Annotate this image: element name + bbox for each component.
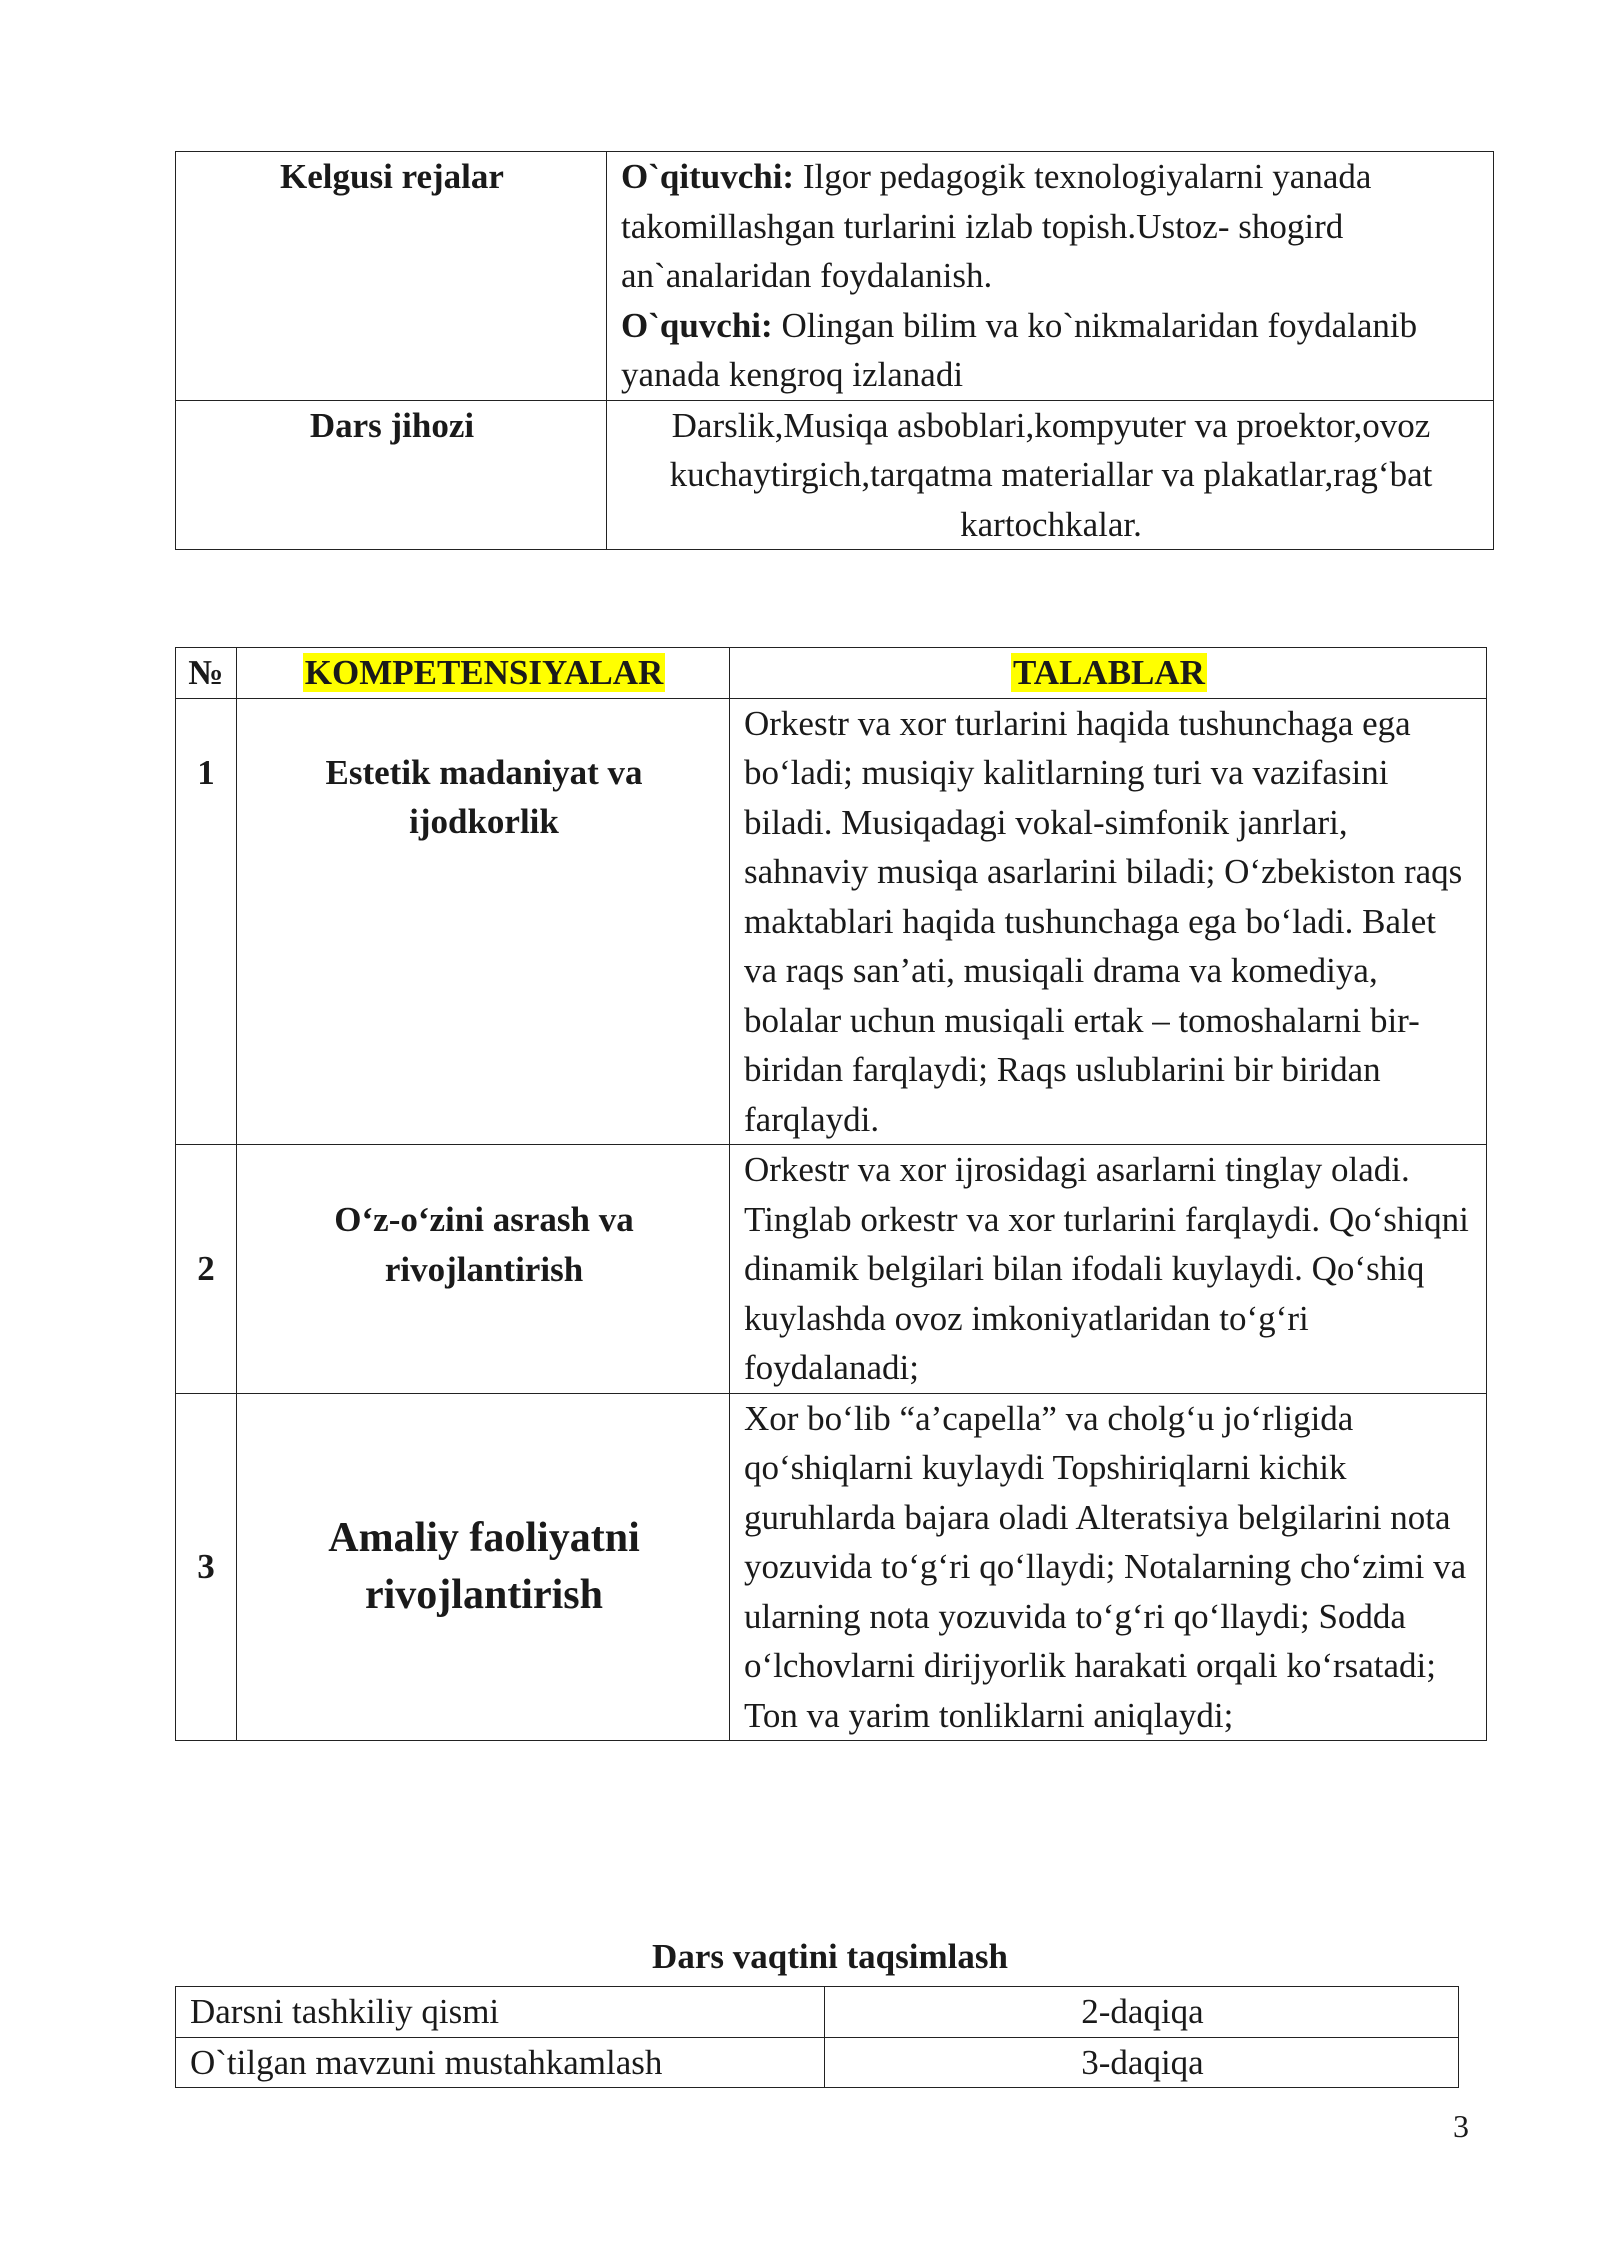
- header-number: №: [176, 648, 237, 699]
- table-row: [176, 698, 1487, 1145]
- competency-name: Estetik madaniyat va ijodkorlik: [237, 698, 730, 1145]
- table-header-row: [176, 648, 1487, 699]
- row-label: Dars jihozi: [176, 400, 607, 550]
- row-number: 1: [176, 698, 237, 1145]
- duration-cell: 2-daqiqa: [825, 1987, 1459, 2038]
- stage-cell: Darsni tashkiliy qismi: [176, 1987, 825, 2038]
- time-table: [175, 1986, 1459, 2088]
- competency-name: Amaliy faoliyatni rivojlantirish: [237, 1393, 730, 1741]
- teacher-label: O`qituvchi:: [621, 157, 795, 196]
- stage-cell: O`tilgan mavzuni mustahkamlash: [176, 2037, 825, 2088]
- plans-table: [175, 151, 1494, 550]
- section-title: Dars vaqtini taqsimlash: [652, 1937, 1008, 1976]
- row-number: 3: [176, 1393, 237, 1741]
- header-competencies: KOMPETENSIYALAR: [237, 648, 730, 699]
- table-row: [176, 400, 1494, 550]
- teacher-text: Ilgor pedagogik texnologiyalarni yanada takomillashgan turlarini izlab topish.Ustoz- shogird an`analaridan foydalanish.: [621, 157, 1372, 295]
- requirement-text: Orkestr va xor turlarini haqida tushunchaga ega bo‘ladi; musiqiy kalitlarning turi va vazifasini biladi. Musiqadagi vokal-simfonik janrlari, sahnaviy musiqa asarlarini biladi; O‘zbekiston raqs maktablari haqida tushunchaga ega bo‘ladi. Balet va raqs san’ati, musiqali drama va komediya, bolalar uchun musiqali ertak – tomoshalarni bir-biridan farqlaydi; Raqs uslublarini bir biridan farqlaydi.: [730, 698, 1487, 1145]
- duration-cell: 3-daqiqa: [825, 2037, 1459, 2088]
- requirement-text: Xor bo‘lib “a’capella” va cholg‘u jo‘rligida qo‘shiqlarni kuylaydi Topshiriqlarni kichik guruhlarda bajara oladi Alteratsiya belgilarini nota yozuvida to‘g‘ri qo‘llaydi; Notalarning cho‘zimi va ularning nota yozuvida to‘g‘ri qo‘llaydi; Sodda o‘lchovlarni dirijyorlik harakati orqali ko‘rsatadi; Ton va yarim tonliklarni aniqlaydi;: [730, 1393, 1487, 1741]
- row-label: Kelgusi rejalar: [176, 152, 607, 401]
- table-row: [176, 1145, 1487, 1394]
- equipment-cell: Darslik,Musiqa asboblari,kompyuter va proektor,ovoz kuchaytirgich,tarqatma materiallar va plakatlar,rag‘bat kartochkalar.: [607, 400, 1494, 550]
- requirement-text: Orkestr va xor ijrosidagi asarlarni tinglay oladi. Tinglab orkestr va xor turlarini farqlaydi. Qo‘shiqni dinamik belgilari bilan ifodali kuylaydi. Qo‘shiq kuylashda ovoz imkoniyatlaridan to‘g‘ri foydalanadi;: [730, 1145, 1487, 1394]
- table-row: [176, 2037, 1459, 2088]
- student-label: O`quvchi:: [621, 305, 773, 345]
- table-row: [176, 1393, 1487, 1741]
- header-requirements: TALABLAR: [730, 648, 1487, 699]
- table-row: [176, 1987, 1459, 2038]
- competency-table: [175, 647, 1487, 1741]
- row-number: 2: [176, 1145, 237, 1394]
- page-number: 3: [1453, 2108, 1469, 2144]
- future-plans-cell: [607, 152, 1494, 401]
- table-row: [176, 152, 1494, 401]
- student-text: Olingan bilim va ko`nikmalaridan foydalanib yanada kengroq izlanadi: [621, 305, 1418, 394]
- competency-name: O‘z-o‘zini asrash va rivojlantirish: [237, 1145, 730, 1394]
